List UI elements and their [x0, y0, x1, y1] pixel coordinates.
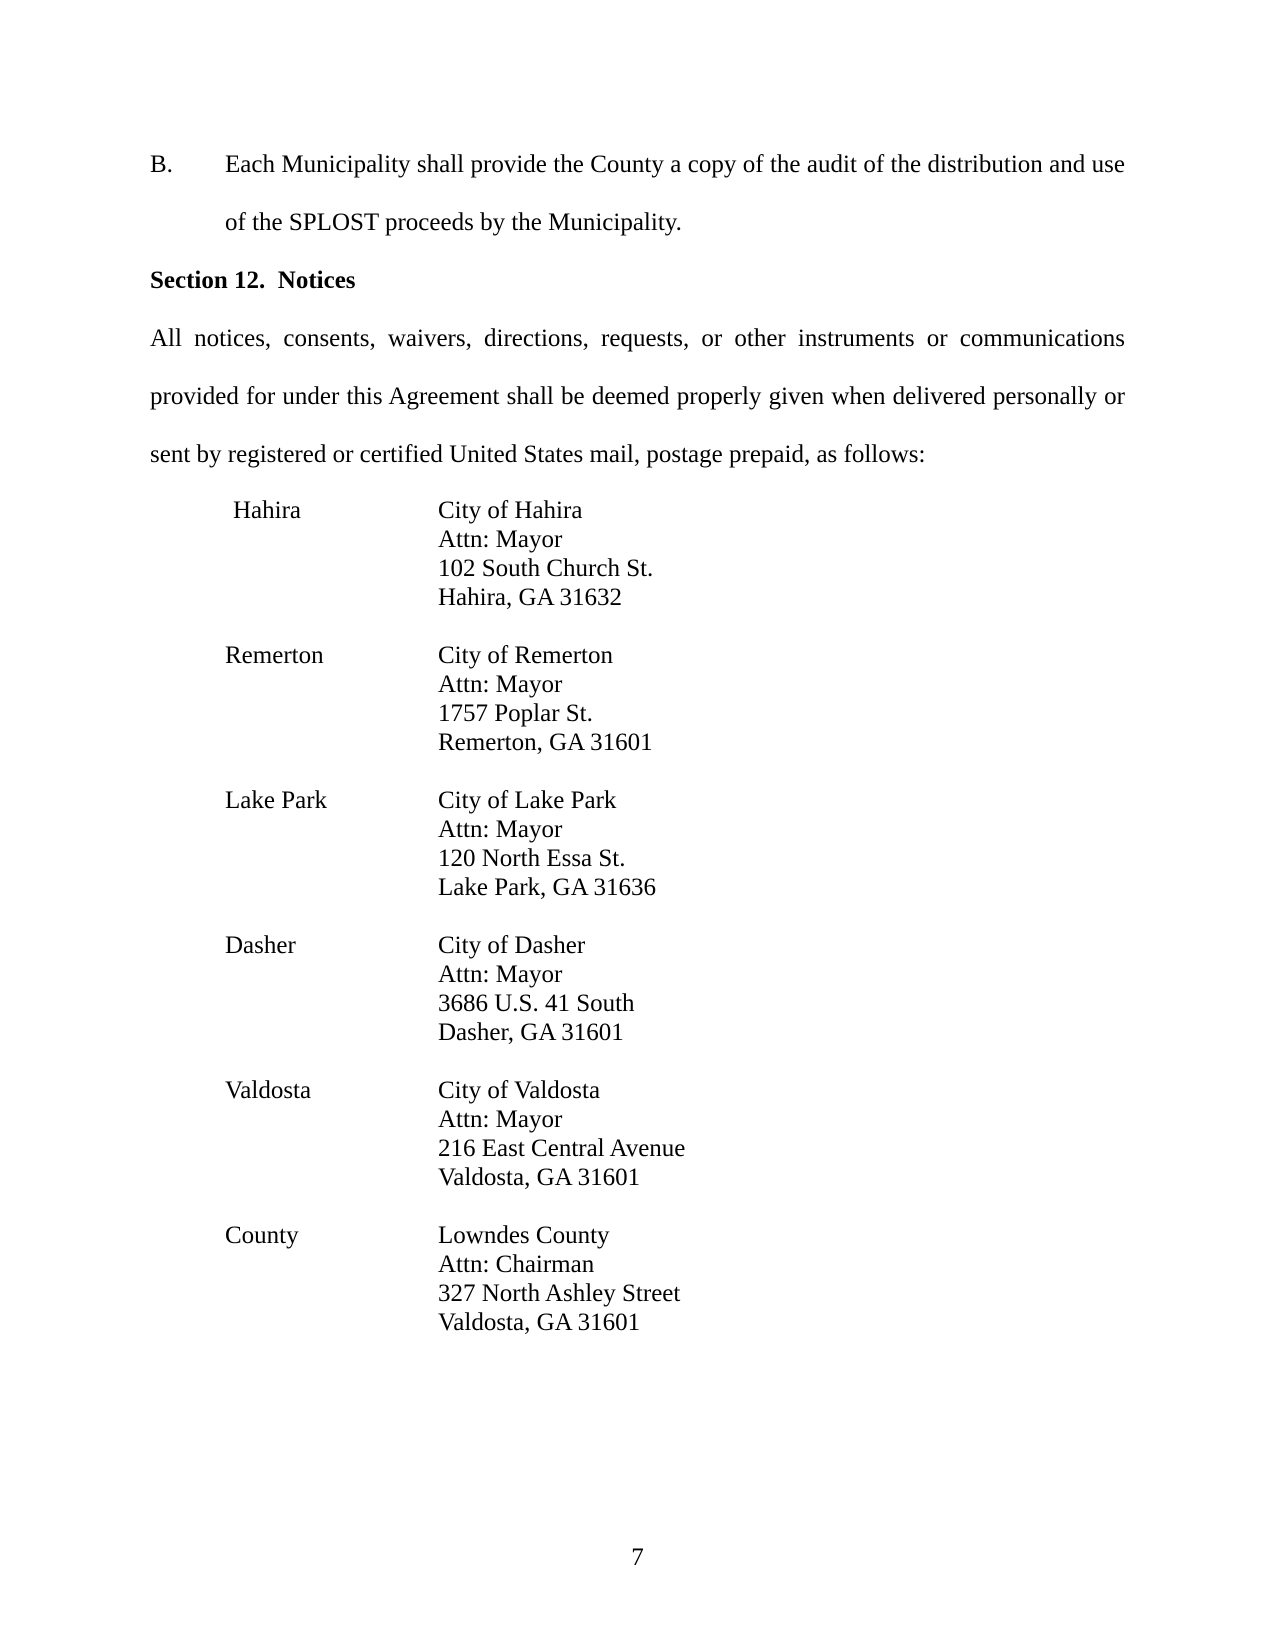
- paragraph-b-text: Each Municipality shall provide the County a copy of the audit of the distribution and use of the SPLOST proceeds by the Municipality.: [225, 151, 1125, 236]
- address-line: 102 South Church St.: [438, 555, 654, 582]
- notice-address: [438, 496, 1125, 612]
- address-line: City of Valdosta: [438, 1077, 601, 1104]
- address-line: 327 North Ashley Street: [438, 1280, 681, 1307]
- address-line: Hahira, GA 31632: [438, 584, 622, 611]
- notices-list: [225, 496, 1125, 1337]
- notice-address: [438, 1221, 1125, 1337]
- notice-address: [438, 931, 1125, 1047]
- notice-label: Hahira: [233, 497, 302, 524]
- notice-row-lake-park: [225, 786, 1125, 902]
- address-line: Attn: Mayor: [438, 816, 563, 843]
- notice-label: Valdosta: [225, 1077, 312, 1104]
- page-number: 7: [631, 1544, 644, 1571]
- address-line: 3686 U.S. 41 South: [438, 990, 635, 1017]
- paragraph-b-marker: B.: [150, 151, 173, 178]
- address-line: Attn: Mayor: [438, 526, 563, 553]
- notice-address: [438, 1076, 1125, 1192]
- address-line: Lake Park, GA 31636: [438, 874, 657, 901]
- notice-row-remerton: [225, 641, 1125, 757]
- address-line: City of Lake Park: [438, 787, 617, 814]
- notice-row-county: [225, 1221, 1125, 1337]
- address-line: Valdosta, GA 31601: [438, 1309, 641, 1336]
- paragraph-b: [150, 136, 1125, 252]
- notices-intro-paragraph: All notices, consents, waivers, directions, requests, or other instruments or communications provided for under this Agreement shall be deemed properly given when delivered personally or sent by registered or certified United States mail, postage prepaid, as follows:: [150, 325, 1125, 468]
- address-line: 216 East Central Avenue: [438, 1135, 686, 1162]
- notice-address: [438, 641, 1125, 757]
- address-line: 120 North Essa St.: [438, 845, 626, 872]
- address-line: City of Dasher: [438, 932, 586, 959]
- address-line: 1757 Poplar St.: [438, 700, 593, 727]
- notice-address: [438, 786, 1125, 902]
- notice-label: Remerton: [225, 642, 324, 669]
- address-line: Valdosta, GA 31601: [438, 1164, 641, 1191]
- address-line: Dasher, GA 31601: [438, 1019, 624, 1046]
- address-line: Lowndes County: [438, 1222, 610, 1249]
- notice-row-valdosta: [225, 1076, 1125, 1192]
- address-line: Remerton, GA 31601: [438, 729, 653, 756]
- notice-row-dasher: [225, 931, 1125, 1047]
- address-line: City of Hahira: [438, 497, 583, 524]
- notice-label: Lake Park: [225, 787, 328, 814]
- notice-row-hahira: [225, 496, 1125, 612]
- address-line: Attn: Mayor: [438, 671, 563, 698]
- section-12-heading: Section 12. Notices: [150, 267, 356, 294]
- address-line: Attn: Chairman: [438, 1251, 595, 1278]
- address-line: Attn: Mayor: [438, 961, 563, 988]
- notice-label: County: [225, 1222, 299, 1249]
- notice-label: Dasher: [225, 932, 296, 959]
- address-line: City of Remerton: [438, 642, 613, 669]
- address-line: Attn: Mayor: [438, 1106, 563, 1133]
